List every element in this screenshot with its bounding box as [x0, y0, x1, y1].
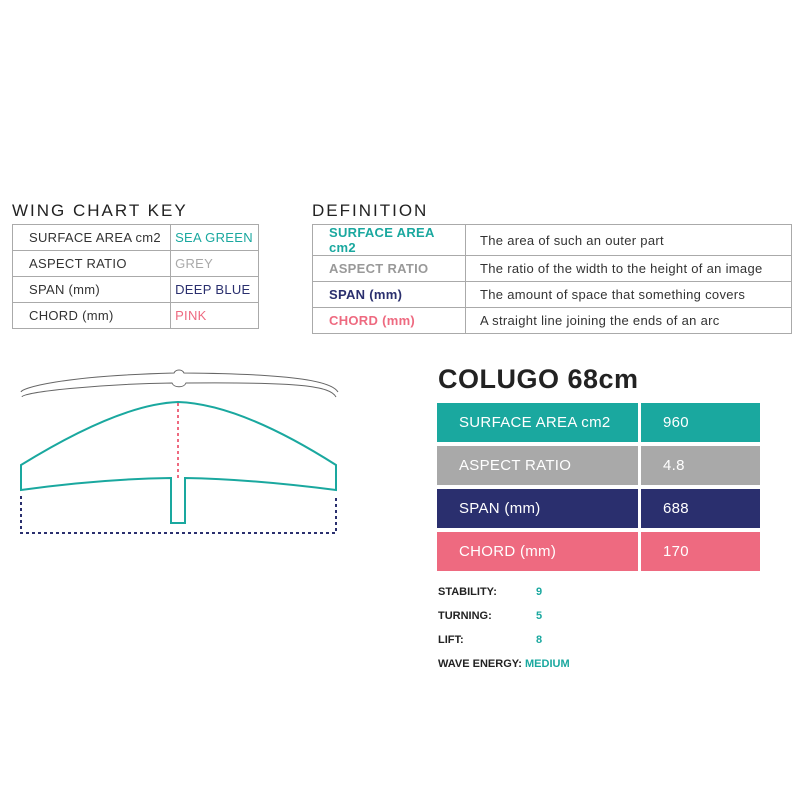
wing-side-profile — [21, 370, 338, 397]
key-title: WING CHART KEY — [12, 201, 188, 220]
definition-text: The ratio of the width to the height of an image — [466, 256, 792, 282]
rating-value: 5 — [536, 610, 543, 622]
key-label: SPAN (mm) — [13, 277, 171, 303]
definition-text: A straight line joining the ends of an arc — [466, 308, 792, 334]
definition-text: The area of such an outer part — [466, 225, 792, 256]
definition-term: SPAN (mm) — [313, 282, 466, 308]
spec-label: ASPECT RATIO — [437, 446, 638, 485]
key-value: GREY — [171, 251, 259, 277]
key-value: DEEP BLUE — [171, 277, 259, 303]
definition-title: DEFINITION — [312, 201, 429, 220]
spec-value: 4.8 — [641, 446, 760, 485]
key-value: SEA GREEN — [171, 225, 259, 251]
definition-table — [312, 224, 792, 334]
spec-value: 960 — [641, 403, 760, 442]
wing-diagram — [0, 0, 360, 560]
spec-label: SURFACE AREA cm2 — [437, 403, 638, 442]
key-label: SURFACE AREA cm2 — [13, 225, 171, 251]
spec-row-surface-area — [437, 403, 760, 442]
spec-table — [437, 403, 760, 575]
spec-row-aspect-ratio — [437, 446, 760, 485]
spec-row-span — [437, 489, 760, 528]
rating-label: LIFT: — [438, 634, 464, 646]
spec-label: CHORD (mm) — [437, 532, 638, 571]
key-label: ASPECT RATIO — [13, 251, 171, 277]
span-line — [21, 496, 336, 533]
rating-label: TURNING: — [438, 610, 492, 622]
rating-value: 9 — [536, 586, 543, 598]
definition-term: ASPECT RATIO — [313, 256, 466, 282]
rating-value: MEDIUM — [525, 658, 570, 670]
spec-label: SPAN (mm) — [437, 489, 638, 528]
spec-value: 688 — [641, 489, 760, 528]
definition-term: SURFACE AREA cm2 — [313, 225, 466, 256]
definition-term: CHORD (mm) — [313, 308, 466, 334]
rating-value: 8 — [536, 634, 543, 646]
rating-label: WAVE ENERGY: — [438, 658, 522, 670]
spec-row-chord — [437, 532, 760, 571]
rating-label: STABILITY: — [438, 586, 497, 598]
spec-value: 170 — [641, 532, 760, 571]
product-title: COLUGO 68cm — [438, 364, 639, 394]
ratings — [438, 586, 570, 682]
definition-text: The amount of space that something covers — [466, 282, 792, 308]
wing-outline — [21, 402, 336, 523]
key-label: CHORD (mm) — [13, 303, 171, 329]
key-value: PINK — [171, 303, 259, 329]
